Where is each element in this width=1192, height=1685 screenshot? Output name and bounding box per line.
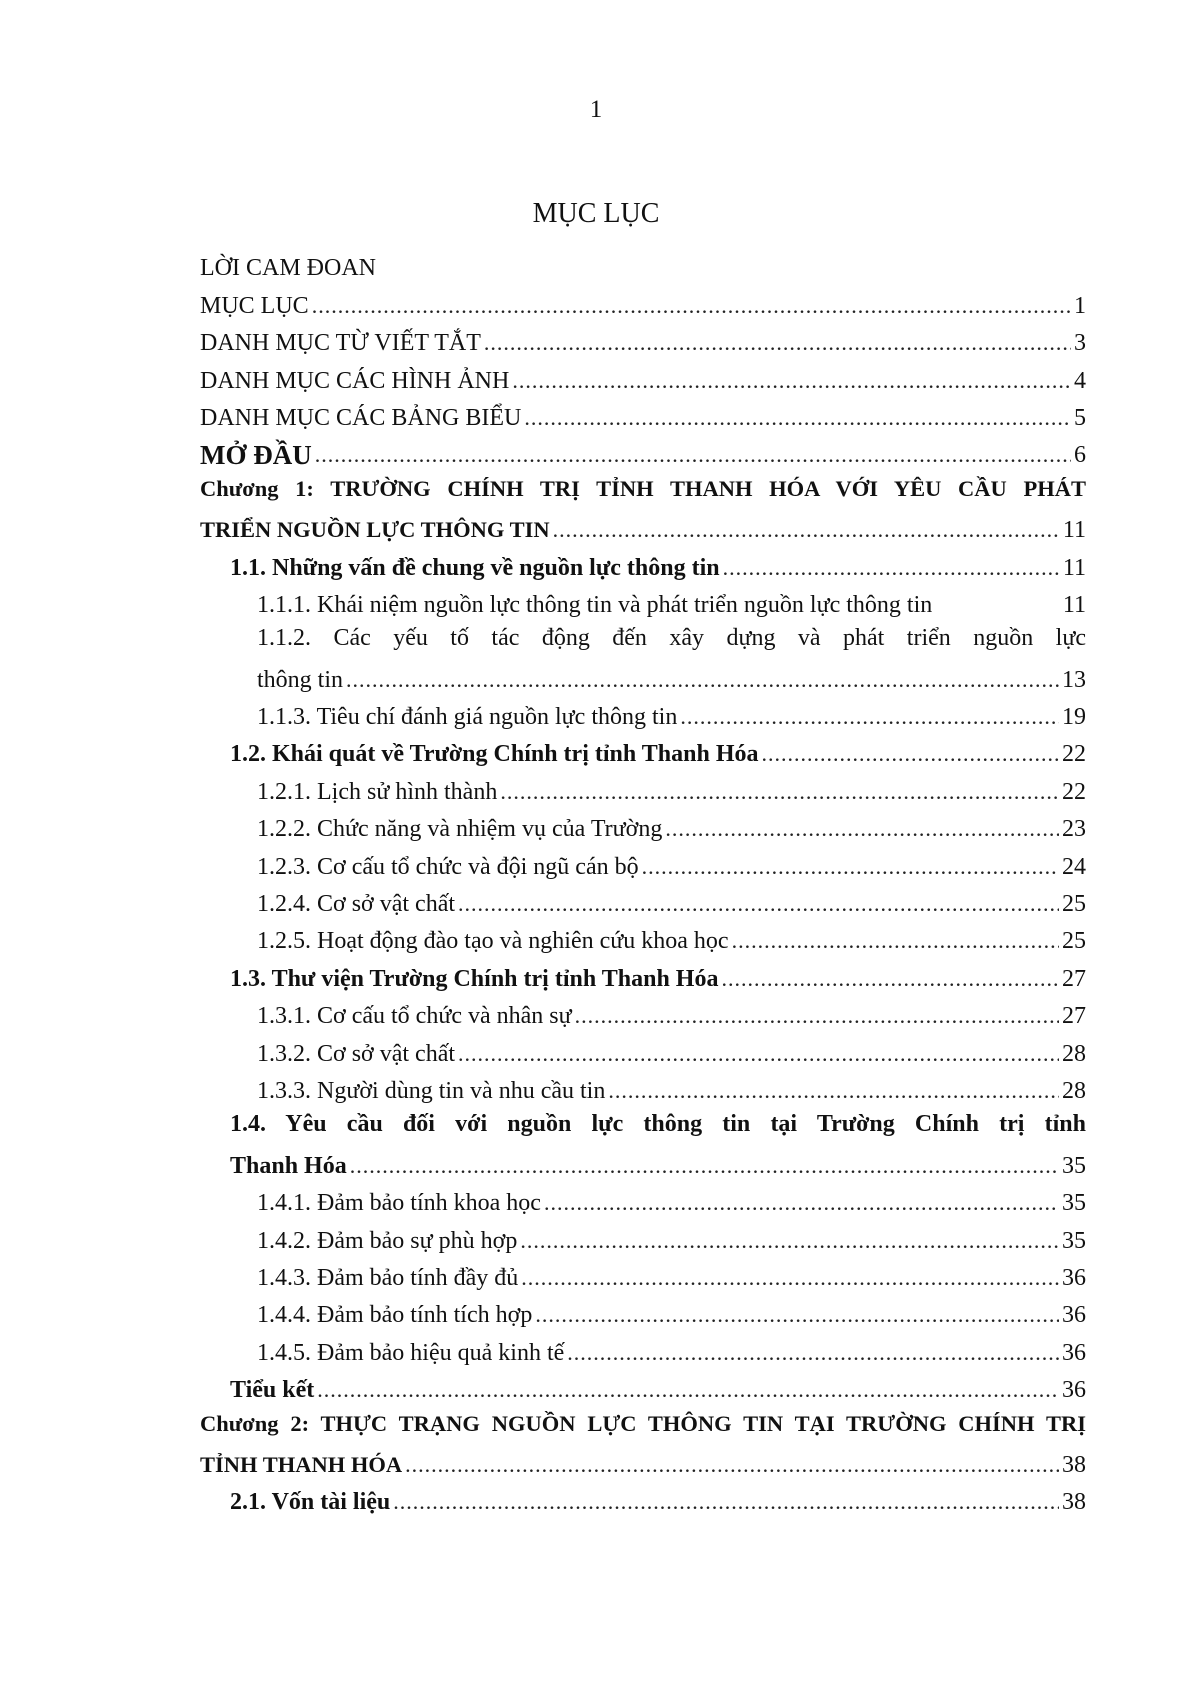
toc-entry[interactable]	[200, 396, 1086, 433]
toc-page-number: 13	[1062, 666, 1086, 693]
toc-entry[interactable]	[200, 358, 1086, 395]
toc-page-number: 24	[1062, 853, 1086, 880]
toc-entry[interactable]	[200, 508, 1086, 545]
toc-leader	[721, 964, 1059, 994]
toc-entry[interactable]	[200, 882, 1086, 919]
toc-leader	[723, 553, 1060, 583]
toc-entry-title: 1.2.1. Lịch sử hình thành	[257, 778, 498, 805]
toc-leader	[642, 852, 1059, 882]
toc-entry-title: LỜI CAM ĐOAN	[200, 255, 376, 282]
toc-page-number: 22	[1062, 778, 1086, 805]
toc-page-number: 35	[1062, 1190, 1086, 1217]
toc-entry[interactable]	[200, 321, 1086, 358]
toc-leader	[458, 1039, 1059, 1069]
toc-entry-title: DANH MỤC TỪ VIẾT TẮT	[200, 330, 481, 357]
toc-page-number: 36	[1062, 1302, 1086, 1329]
toc-entry[interactable]	[200, 1480, 1086, 1517]
toc-leader	[350, 1151, 1059, 1181]
toc-entry-title: 1.1. Những vấn đề chung về nguồn lực thông tin	[230, 554, 720, 581]
toc-page-number: 28	[1062, 1040, 1086, 1067]
toc-entry-title: 1.2.5. Hoạt động đào tạo và nghiên cứu khoa học	[257, 928, 729, 955]
toc-entry-title: 1.1.1. Khái niệm nguồn lực thông tin và phát triển nguồn lực thông tin	[257, 591, 933, 618]
toc-leader	[500, 777, 1059, 807]
toc-entry-title: 2.1. Vốn tài liệu	[230, 1489, 391, 1516]
toc-leader	[535, 1300, 1059, 1330]
toc-page-number: 5	[1074, 404, 1086, 431]
toc-leader	[553, 515, 1060, 545]
toc-page-number: 11	[1062, 591, 1086, 618]
toc-page-number: 11	[1062, 554, 1086, 581]
toc-page-number: 25	[1062, 891, 1086, 918]
toc-entry[interactable]	[200, 433, 1086, 470]
toc-entry-title: 1.4.1. Đảm bảo tính khoa học	[257, 1190, 541, 1217]
toc-leader	[512, 366, 1071, 396]
toc-entry[interactable]	[200, 994, 1086, 1031]
toc-page-number: 22	[1062, 741, 1086, 768]
toc-page-number: 11	[1062, 517, 1086, 544]
toc-entry-title: 1.4.5. Đảm bảo hiệu quả kinh tế	[257, 1339, 565, 1366]
toc-leader	[317, 1375, 1059, 1405]
toc-entry[interactable]	[200, 844, 1086, 881]
toc-entry-title: 1.3. Thư viện Trường Chính trị tỉnh Thanh Hóa	[230, 965, 719, 992]
toc-entry[interactable]	[200, 1368, 1086, 1405]
toc-page-number: 38	[1062, 1489, 1086, 1516]
toc-entry[interactable]	[200, 545, 1086, 582]
toc-leader	[521, 1263, 1059, 1293]
toc-entry-title: 1.2.2. Chức năng và nhiệm vụ của Trường	[257, 816, 663, 843]
toc-entry[interactable]	[200, 769, 1086, 806]
toc-entry-title: Chương 2: THỰC TRẠNG NGUỒN LỰC THÔNG TIN TẠI TRƯỜNG CHÍNH TRỊ	[200, 1411, 1086, 1437]
toc-entry[interactable]	[200, 1293, 1086, 1330]
toc-entry-title: 1.4.2. Đảm bảo sự phù hợp	[257, 1227, 518, 1254]
toc-leader	[680, 702, 1059, 732]
toc-entry[interactable]	[200, 620, 1086, 657]
toc-leader	[762, 739, 1059, 769]
toc-entry[interactable]	[200, 1218, 1086, 1255]
toc-leader	[575, 1001, 1059, 1031]
toc-entry[interactable]	[200, 657, 1086, 694]
toc-leader	[405, 1450, 1059, 1480]
toc-entry[interactable]	[200, 283, 1086, 320]
toc-entry-title: Thanh Hóa	[230, 1152, 347, 1179]
toc-page-number: 25	[1062, 928, 1086, 955]
toc-leader	[665, 814, 1059, 844]
toc-entry[interactable]	[200, 1106, 1086, 1143]
toc-entry-title: 1.1.2. Các yếu tố tác động đến xây dựng và phát triển nguồn lực	[257, 624, 1086, 651]
toc-leader	[567, 1338, 1059, 1368]
toc-entry-title: 1.3.2. Cơ sở vật chất	[257, 1040, 456, 1067]
toc-entry-title: 1.3.1. Cơ cấu tổ chức và nhân sự	[257, 1003, 572, 1030]
toc-title: MỤC LỤC	[532, 198, 660, 229]
toc-entry[interactable]	[200, 1069, 1086, 1106]
toc-entry-title: 1.1.3. Tiêu chí đánh giá nguồn lực thông tin	[257, 704, 678, 731]
toc-entry-title: thông tin	[257, 666, 344, 693]
toc-entry-title: DANH MỤC CÁC HÌNH ẢNH	[200, 367, 510, 394]
toc-entry-title: 1.4.3. Đảm bảo tính đầy đủ	[257, 1264, 519, 1291]
toc-entry-title: TỈNH THANH HÓA	[200, 1451, 403, 1477]
toc-entry-title: 1.4. Yêu cầu đối với nguồn lực thông tin tại Trường Chính trị tỉnh	[230, 1110, 1086, 1137]
toc-page-number: 19	[1062, 704, 1086, 731]
toc-entry[interactable]	[200, 1031, 1086, 1068]
toc-page-number: 1	[1074, 292, 1086, 319]
toc-entry[interactable]	[200, 1405, 1086, 1442]
toc-page-number: 6	[1074, 442, 1086, 469]
toc-page-number: 36	[1062, 1264, 1086, 1291]
toc-page-number: 3	[1074, 330, 1086, 357]
toc-leader	[484, 328, 1071, 358]
toc-leader	[520, 1226, 1059, 1256]
toc-entry[interactable]	[200, 956, 1086, 993]
toc-entry[interactable]	[200, 583, 1086, 620]
toc-page-number: 23	[1062, 816, 1086, 843]
toc-leader	[346, 665, 1059, 695]
toc-page-number: 35	[1062, 1227, 1086, 1254]
toc-entry-title: MỤC LỤC	[200, 292, 309, 319]
page-number: 1	[589, 96, 603, 123]
toc-entry-title: 1.4.4. Đảm bảo tính tích hợp	[257, 1302, 533, 1329]
toc-leader	[458, 889, 1059, 919]
toc-entry[interactable]	[200, 470, 1086, 507]
toc-page-number: 27	[1062, 1003, 1086, 1030]
toc-entry[interactable]	[200, 732, 1086, 769]
toc-entry-title: Chương 1: TRƯỜNG CHÍNH TRỊ TỈNH THANH HÓA VỚI YÊU CẦU PHÁT	[200, 476, 1086, 502]
toc-entry-title: 1.2.3. Cơ cấu tổ chức và đội ngũ cán bộ	[257, 853, 639, 880]
toc-leader	[732, 926, 1059, 956]
toc-leader	[524, 403, 1071, 433]
toc-entry-title: 1.3.3. Người dùng tin và nhu cầu tin	[257, 1077, 606, 1104]
toc-entry-title: TRIỂN NGUỒN LỰC THÔNG TIN	[200, 517, 550, 543]
toc-leader	[312, 291, 1071, 321]
toc-page-number: 38	[1062, 1451, 1086, 1478]
toc-entry[interactable]	[200, 246, 1086, 283]
toc-page-number: 36	[1062, 1377, 1086, 1404]
toc-entry-title: 1.2. Khái quát về Trường Chính trị tỉnh Thanh Hóa	[230, 741, 759, 768]
toc-entry-title: DANH MỤC CÁC BẢNG BIỂU	[200, 404, 522, 431]
table-of-contents	[200, 246, 1086, 1517]
toc-entry[interactable]	[200, 1330, 1086, 1367]
toc-entry[interactable]	[200, 1143, 1086, 1180]
toc-entry-title: MỞ ĐẦU	[200, 440, 312, 471]
toc-leader	[393, 1487, 1059, 1517]
toc-page-number: 4	[1074, 367, 1086, 394]
toc-leader	[608, 1076, 1059, 1106]
toc-leader	[544, 1188, 1059, 1218]
toc-entry[interactable]	[200, 1256, 1086, 1293]
toc-entry[interactable]	[200, 807, 1086, 844]
toc-entry-title: Tiểu kết	[230, 1377, 315, 1404]
toc-entry[interactable]	[200, 695, 1086, 732]
toc-leader	[315, 440, 1071, 470]
toc-page-number: 27	[1062, 965, 1086, 992]
toc-entry[interactable]	[200, 919, 1086, 956]
toc-entry[interactable]	[200, 1443, 1086, 1480]
toc-page-number: 35	[1062, 1152, 1086, 1179]
toc-page-number: 28	[1062, 1077, 1086, 1104]
toc-entry-title: 1.2.4. Cơ sở vật chất	[257, 891, 456, 918]
toc-page-number: 36	[1062, 1339, 1086, 1366]
toc-entry[interactable]	[200, 1181, 1086, 1218]
